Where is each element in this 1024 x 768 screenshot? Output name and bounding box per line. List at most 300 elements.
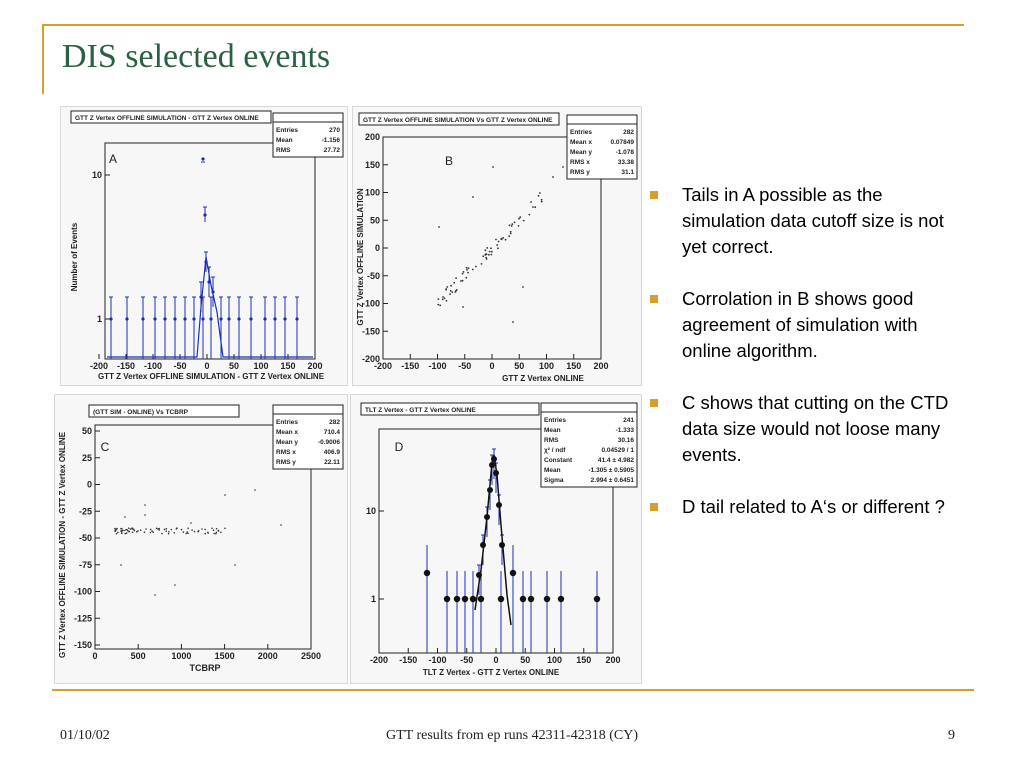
stats-value: -1.305 ± 0.5905 (588, 467, 634, 474)
hist-bin-7-point (510, 570, 516, 576)
x-tick-label: 50 (520, 655, 531, 665)
stats-label: RMS (544, 437, 559, 444)
x-tick-label: 100 (546, 655, 563, 665)
scatter-point (191, 529, 193, 531)
hist-bin-14-point (263, 317, 266, 320)
scatter-point (201, 528, 203, 530)
stats-label: Mean (276, 137, 293, 144)
x-tick-label: -150 (401, 361, 420, 371)
scatter-point (159, 529, 161, 531)
y-tick-label: -100 (361, 298, 380, 309)
scatter-point (439, 305, 441, 307)
scatter-point (187, 527, 189, 529)
scatter-outlier (144, 514, 146, 516)
scatter-point (150, 532, 152, 534)
stats-value: 2.994 ± 0.6451 (590, 477, 634, 484)
scatter-point (502, 237, 504, 239)
scatter-outlier (124, 516, 126, 518)
scatter-point (519, 216, 521, 218)
hist-bin-1-point (444, 596, 450, 602)
plot-panel-d (350, 394, 642, 684)
hist-bin-11-point (558, 596, 564, 602)
scatter-point (140, 529, 142, 531)
x-tick-label: -100 (428, 655, 447, 665)
scatter-point (176, 528, 178, 530)
scatter-point (114, 530, 116, 532)
x-tick-label: -100 (428, 361, 447, 371)
x-tick-label: 1000 (171, 651, 192, 661)
scatter-point (484, 249, 486, 251)
x-tick-label: 0 (92, 651, 98, 661)
scatter-outlier (154, 594, 156, 596)
stats-label: Mean (544, 427, 561, 434)
scatter-outlier (492, 166, 494, 168)
stats-label: RMS (276, 147, 291, 154)
scatter-point (116, 528, 118, 530)
stats-value: -1.078 (615, 149, 634, 156)
y-tick-label: -50 (78, 533, 92, 543)
y-tick-label: -200 (361, 354, 380, 364)
panel-d-canvas (351, 395, 641, 683)
scatter-point (164, 529, 166, 531)
bottom-rule (52, 689, 974, 691)
x-tick-label: 150 (280, 361, 296, 371)
scatter-outlier (280, 524, 282, 526)
scatter-point (486, 258, 488, 260)
x-tick-label: 0 (489, 361, 495, 371)
y-tick-label: 1 (370, 594, 376, 604)
scatter-outlier (472, 196, 474, 198)
scatter-point (508, 235, 510, 237)
scatter-point (539, 192, 541, 194)
scatter-point (166, 528, 168, 530)
hist-bin-0-point (424, 570, 430, 576)
x-tick-label: 200 (605, 655, 621, 665)
plot-frame (105, 143, 315, 359)
scatter-point (171, 529, 173, 531)
x-tick-label: -50 (173, 361, 187, 371)
scatter-point (466, 269, 468, 271)
y-tick-label: 25 (81, 452, 92, 463)
bullet-item (648, 182, 968, 260)
scatter-point (174, 532, 176, 534)
scatter-point (482, 255, 484, 257)
hist-bin-3-point (153, 317, 156, 320)
x-tick-label: 100 (538, 361, 555, 371)
x-tick-label: 1500 (214, 651, 235, 661)
scatter-point (444, 297, 446, 299)
hist-bin-9-point (528, 596, 534, 602)
scatter-point (438, 298, 440, 300)
stats-label: Mean (544, 467, 561, 474)
scatter-point (121, 530, 123, 532)
scatter-point (541, 201, 543, 203)
y-tick-label: 1 (96, 314, 102, 324)
hist-bin-17-point (295, 317, 298, 320)
scatter-point (514, 222, 516, 224)
hist-bin-2-point (141, 317, 144, 320)
hist-bin-0-point (109, 317, 112, 320)
stats-value: -1.333 (615, 427, 634, 434)
scatter-point (128, 531, 130, 533)
stats-label: Mean y (276, 439, 299, 446)
scatter-point (446, 286, 448, 288)
scatter-outlier (552, 176, 554, 178)
hist-bin-12-point (594, 596, 600, 602)
scatter-point (161, 533, 163, 535)
bullet-text: C shows that cutting on the CTD data size would not loose many events. (682, 392, 949, 465)
hist-outline (107, 257, 313, 357)
scatter-point (194, 531, 196, 533)
panel-b-canvas (353, 107, 641, 385)
panel-a-canvas (61, 107, 347, 385)
stats-label: Mean x (276, 429, 299, 436)
y-axis-title: GTT Z Vertex OFFLINE SIMULATION (356, 188, 365, 326)
scatter-point (136, 531, 138, 533)
scatter-point (158, 528, 160, 530)
scatter-point (510, 233, 512, 235)
stats-label: Sigma (544, 477, 564, 484)
stats-label: Mean y (570, 149, 593, 156)
scatter-point (509, 224, 511, 226)
footer-page-number: 9 (948, 728, 955, 743)
scatter-outlier (462, 306, 464, 308)
scatter-point (204, 529, 206, 531)
scatter-point (445, 288, 447, 290)
stats-value: 30.16 (617, 437, 634, 444)
x-tick-label: -150 (116, 361, 136, 371)
scatter-outlier (120, 564, 122, 566)
scatter-outlier (174, 584, 176, 586)
scatter-point (462, 273, 464, 275)
scatter-point (168, 531, 170, 533)
scatter-point (117, 532, 119, 534)
stats-value: 31.1 (621, 169, 634, 176)
stats-label: RMS x (570, 159, 590, 166)
x-tick-label: 50 (228, 361, 240, 371)
scatter-point (541, 199, 543, 201)
stats-value: -0.9006 (317, 439, 340, 446)
y-tick-label: 10 (91, 170, 102, 180)
scatter-point (130, 528, 132, 530)
y-tick-label: -75 (78, 559, 92, 570)
hist-bin-11-point (227, 317, 230, 320)
scatter-point (465, 277, 467, 279)
scatter-outlier (254, 489, 256, 491)
bullet-item (648, 390, 968, 468)
scatter-point (511, 223, 513, 225)
stats-label: χ² / ndf (544, 447, 566, 454)
stats-label: Constant (544, 457, 573, 464)
scatter-point (534, 206, 536, 208)
hist-bin-10-point (544, 596, 550, 602)
hist-peak-1-point (203, 213, 206, 216)
scatter-point (510, 231, 512, 233)
scatter-point (121, 533, 123, 535)
scatter-point (450, 290, 452, 292)
panel-letter: A (108, 152, 118, 166)
scatter-point (463, 271, 465, 273)
bullet-list (648, 182, 968, 546)
y-tick-label: -100 (73, 586, 92, 597)
scatter-point (538, 195, 540, 197)
stats-label: Entries (276, 127, 299, 134)
plot-panel-b (352, 106, 642, 386)
scatter-point (437, 304, 439, 306)
bullet-text: D tail related to A‘s or different ? (682, 496, 945, 517)
y-tick-label: 50 (369, 215, 380, 226)
x-axis-title: GTT Z Vertex OFFLINE SIMULATION - GTT Z Vertex ONLINE (97, 372, 325, 381)
hist-bin-9-point (209, 317, 212, 320)
hist-bin-6-point (183, 317, 186, 320)
plot-panel-c (54, 394, 348, 684)
scatter-point (137, 530, 139, 532)
plots-figure (50, 100, 642, 688)
scatter-point (453, 282, 455, 284)
scatter-point (496, 244, 498, 246)
x-tick-label: 150 (576, 655, 592, 665)
scatter-point (156, 528, 158, 530)
y-axis-title: Number of Events (70, 222, 79, 292)
scatter-outlier (512, 321, 514, 323)
scatter-point (134, 530, 136, 532)
square-bullet-icon (650, 399, 658, 407)
scatter-point (213, 530, 215, 532)
hist-bin-10-point (219, 317, 222, 320)
y-tick-label: 0 (86, 479, 92, 490)
hist-bin-6-point (498, 596, 504, 602)
scatter-point (145, 528, 147, 530)
scatter-point (497, 247, 499, 249)
y-tick-label: -150 (73, 640, 92, 650)
scatter-outlier (234, 564, 236, 566)
stats-label: Entries (544, 417, 567, 424)
hist-bin-16-point (283, 317, 286, 320)
y-tick-label: 100 (364, 187, 380, 198)
panel-c-canvas (55, 395, 347, 683)
scatter-point (486, 253, 488, 255)
y-tick-label: -150 (361, 326, 380, 337)
stats-value: 710.4 (323, 429, 340, 436)
scatter-point (475, 266, 477, 268)
square-bullet-icon (650, 295, 658, 303)
x-tick-label: -150 (399, 655, 418, 665)
scatter-point (449, 293, 451, 295)
scatter-point (490, 247, 492, 249)
scatter-point (123, 530, 125, 532)
x-axis-title: TLT Z Vertex - GTT Z Vertex ONLINE (422, 668, 560, 677)
scatter-point (132, 532, 134, 534)
x-tick-label: 200 (307, 361, 323, 371)
slide-title: DIS selected events (62, 38, 331, 75)
scatter-point (131, 528, 133, 530)
scatter-point (455, 291, 457, 293)
y-tick-label: -25 (78, 506, 92, 517)
scatter-outlier (224, 494, 226, 496)
hist-bin-4-point (470, 596, 476, 602)
stats-label: RMS x (276, 449, 296, 456)
stats-value: 282 (329, 419, 340, 426)
stats-label: RMS y (276, 459, 296, 466)
hist-bin-5-point (478, 596, 484, 602)
scatter-point (152, 531, 154, 533)
left-rule (42, 24, 44, 94)
stats-value: -1.156 (321, 137, 340, 144)
scatter-point (468, 267, 470, 269)
hist-bin-3-point (462, 596, 468, 602)
scatter-point (505, 239, 507, 241)
scatter-point (511, 225, 513, 227)
x-tick-label: -50 (460, 655, 474, 665)
stats-value: 33.38 (617, 159, 634, 166)
x-tick-label: 0 (493, 655, 499, 665)
plot-header-text: GTT Z Vertex OFFLINE SIMULATION - GTT Z Vertex ONLINE (75, 115, 259, 122)
scatter-point (218, 530, 220, 532)
stats-box (541, 403, 637, 487)
y-tick-label: 200 (364, 132, 380, 142)
scatter-outlier (144, 504, 146, 506)
x-tick-label: 2000 (257, 651, 278, 661)
hist-bin-4-point (163, 317, 166, 320)
y-tick-label: -50 (366, 270, 380, 281)
stats-value: 282 (623, 129, 634, 136)
x-tick-label: 100 (253, 361, 269, 371)
footer-title: GTT results from ep runs 42311-42318 (CY) (386, 728, 638, 743)
scatter-point (518, 218, 520, 220)
x-axis-title: GTT Z Vertex ONLINE (502, 374, 584, 383)
hist-peak-0-point (201, 157, 204, 160)
scatter-point (151, 530, 153, 532)
footer-date: 01/10/02 (60, 728, 110, 743)
hist-bin-8-point (520, 596, 526, 602)
scatter-point (523, 220, 525, 222)
stats-value: 22.11 (324, 459, 340, 466)
bullet-item (648, 286, 968, 364)
scatter-point (530, 201, 532, 203)
x-tick-label: -50 (458, 361, 472, 371)
square-bullet-icon (650, 191, 658, 199)
scatter-point (481, 263, 483, 265)
scatter-point (114, 528, 116, 530)
bullet-item (648, 494, 968, 520)
scatter-point (455, 277, 457, 279)
hist-bin-15-point (273, 317, 276, 320)
panel-letter: D (394, 440, 404, 454)
scatter-point (128, 527, 130, 529)
scatter-point (150, 529, 152, 531)
y-tick-label: 50 (81, 426, 92, 436)
x-tick-label: -200 (369, 655, 389, 665)
scatter-point (472, 269, 474, 271)
scatter-point (121, 528, 123, 530)
scatter-point (446, 300, 448, 302)
scatter-point (518, 225, 520, 227)
scatter-point (498, 241, 500, 243)
hist-bin-1-point (125, 317, 128, 320)
scatter-point (489, 251, 491, 253)
stats-value: 0.07849 (610, 139, 634, 146)
y-tick-label: -125 (73, 613, 92, 624)
scatter-point (215, 533, 217, 535)
top-rule (42, 24, 964, 26)
scatter-point (207, 532, 209, 534)
scatter-point (183, 531, 185, 533)
x-tick-label: 500 (130, 651, 146, 661)
scatter-point (165, 530, 167, 532)
stats-value: 241 (623, 417, 634, 424)
scatter-point (216, 532, 218, 534)
x-tick-label: 2500 (300, 651, 322, 661)
hist-bin-5-point (173, 317, 176, 320)
scatter-point (442, 299, 444, 301)
plot-panel-a (60, 106, 348, 386)
stats-value: 41.4 ± 4.982 (597, 457, 634, 464)
x-tick-label: -200 (373, 361, 393, 371)
scatter-point (501, 238, 503, 240)
stats-label: RMS y (570, 169, 590, 176)
scatter-point (216, 528, 218, 530)
scatter-outlier (522, 286, 524, 288)
scatter-outlier (562, 166, 564, 168)
scatter-point (224, 528, 226, 530)
scatter-point (490, 254, 492, 256)
stats-value: 0.04529 / 1 (601, 447, 634, 454)
scatter-point (486, 247, 488, 249)
scatter-outlier (532, 206, 534, 208)
scatter-point (220, 532, 222, 534)
scatter-outlier (442, 296, 444, 298)
stats-label: Mean x (570, 139, 593, 146)
panel-letter: B (444, 154, 454, 168)
hist-bin-8-point (201, 317, 204, 320)
plot-header-text: TLT Z Vertex - GTT Z Vertex ONLINE (365, 407, 476, 414)
y-tick-label: 150 (364, 159, 380, 170)
y-tick-label: 0 (374, 243, 380, 253)
scatter-point (198, 530, 200, 532)
scatter-point (211, 528, 213, 530)
scatter-point (204, 533, 206, 535)
scatter-point (451, 291, 453, 293)
stats-value: 270 (329, 127, 340, 134)
x-tick-label: -100 (143, 361, 163, 371)
x-tick-label: 150 (566, 361, 582, 371)
scatter-point (460, 280, 462, 282)
hist-bin-7-point (192, 317, 195, 320)
scatter-point (462, 280, 464, 282)
stats-value: 27.72 (323, 147, 340, 154)
bullet-text: Tails in A possible as the simulation data cutoff size is not yet correct. (682, 184, 944, 257)
scatter-point (116, 533, 118, 535)
scatter-outlier (438, 226, 440, 228)
hist-bin-2-point (454, 596, 460, 602)
plot-header-text: (GTT SIM - ONLINE) Vs TCBRP (93, 409, 188, 416)
scatter-point (467, 272, 469, 274)
scatter-point (466, 267, 468, 269)
scatter-point (495, 239, 497, 241)
scatter-point (488, 254, 490, 256)
scatter-point (168, 533, 170, 535)
x-axis-title: TCBRP (189, 663, 221, 673)
scatter-point (187, 533, 189, 535)
scatter-point (181, 529, 183, 531)
hist-bin-13-point (249, 317, 252, 320)
plot-header-text: GTT Z Vertex OFFLINE SIMULATION Vs GTT Z Vertex ONLINE (363, 117, 553, 124)
scatter-outlier (190, 522, 192, 524)
x-tick-label: -200 (89, 361, 109, 371)
scatter-point (450, 285, 452, 287)
y-axis-title: GTT Z Vertex OFFLINE SIMULATION - GTT Z Vertex ONLINE (58, 431, 67, 659)
scatter-point (213, 533, 215, 535)
